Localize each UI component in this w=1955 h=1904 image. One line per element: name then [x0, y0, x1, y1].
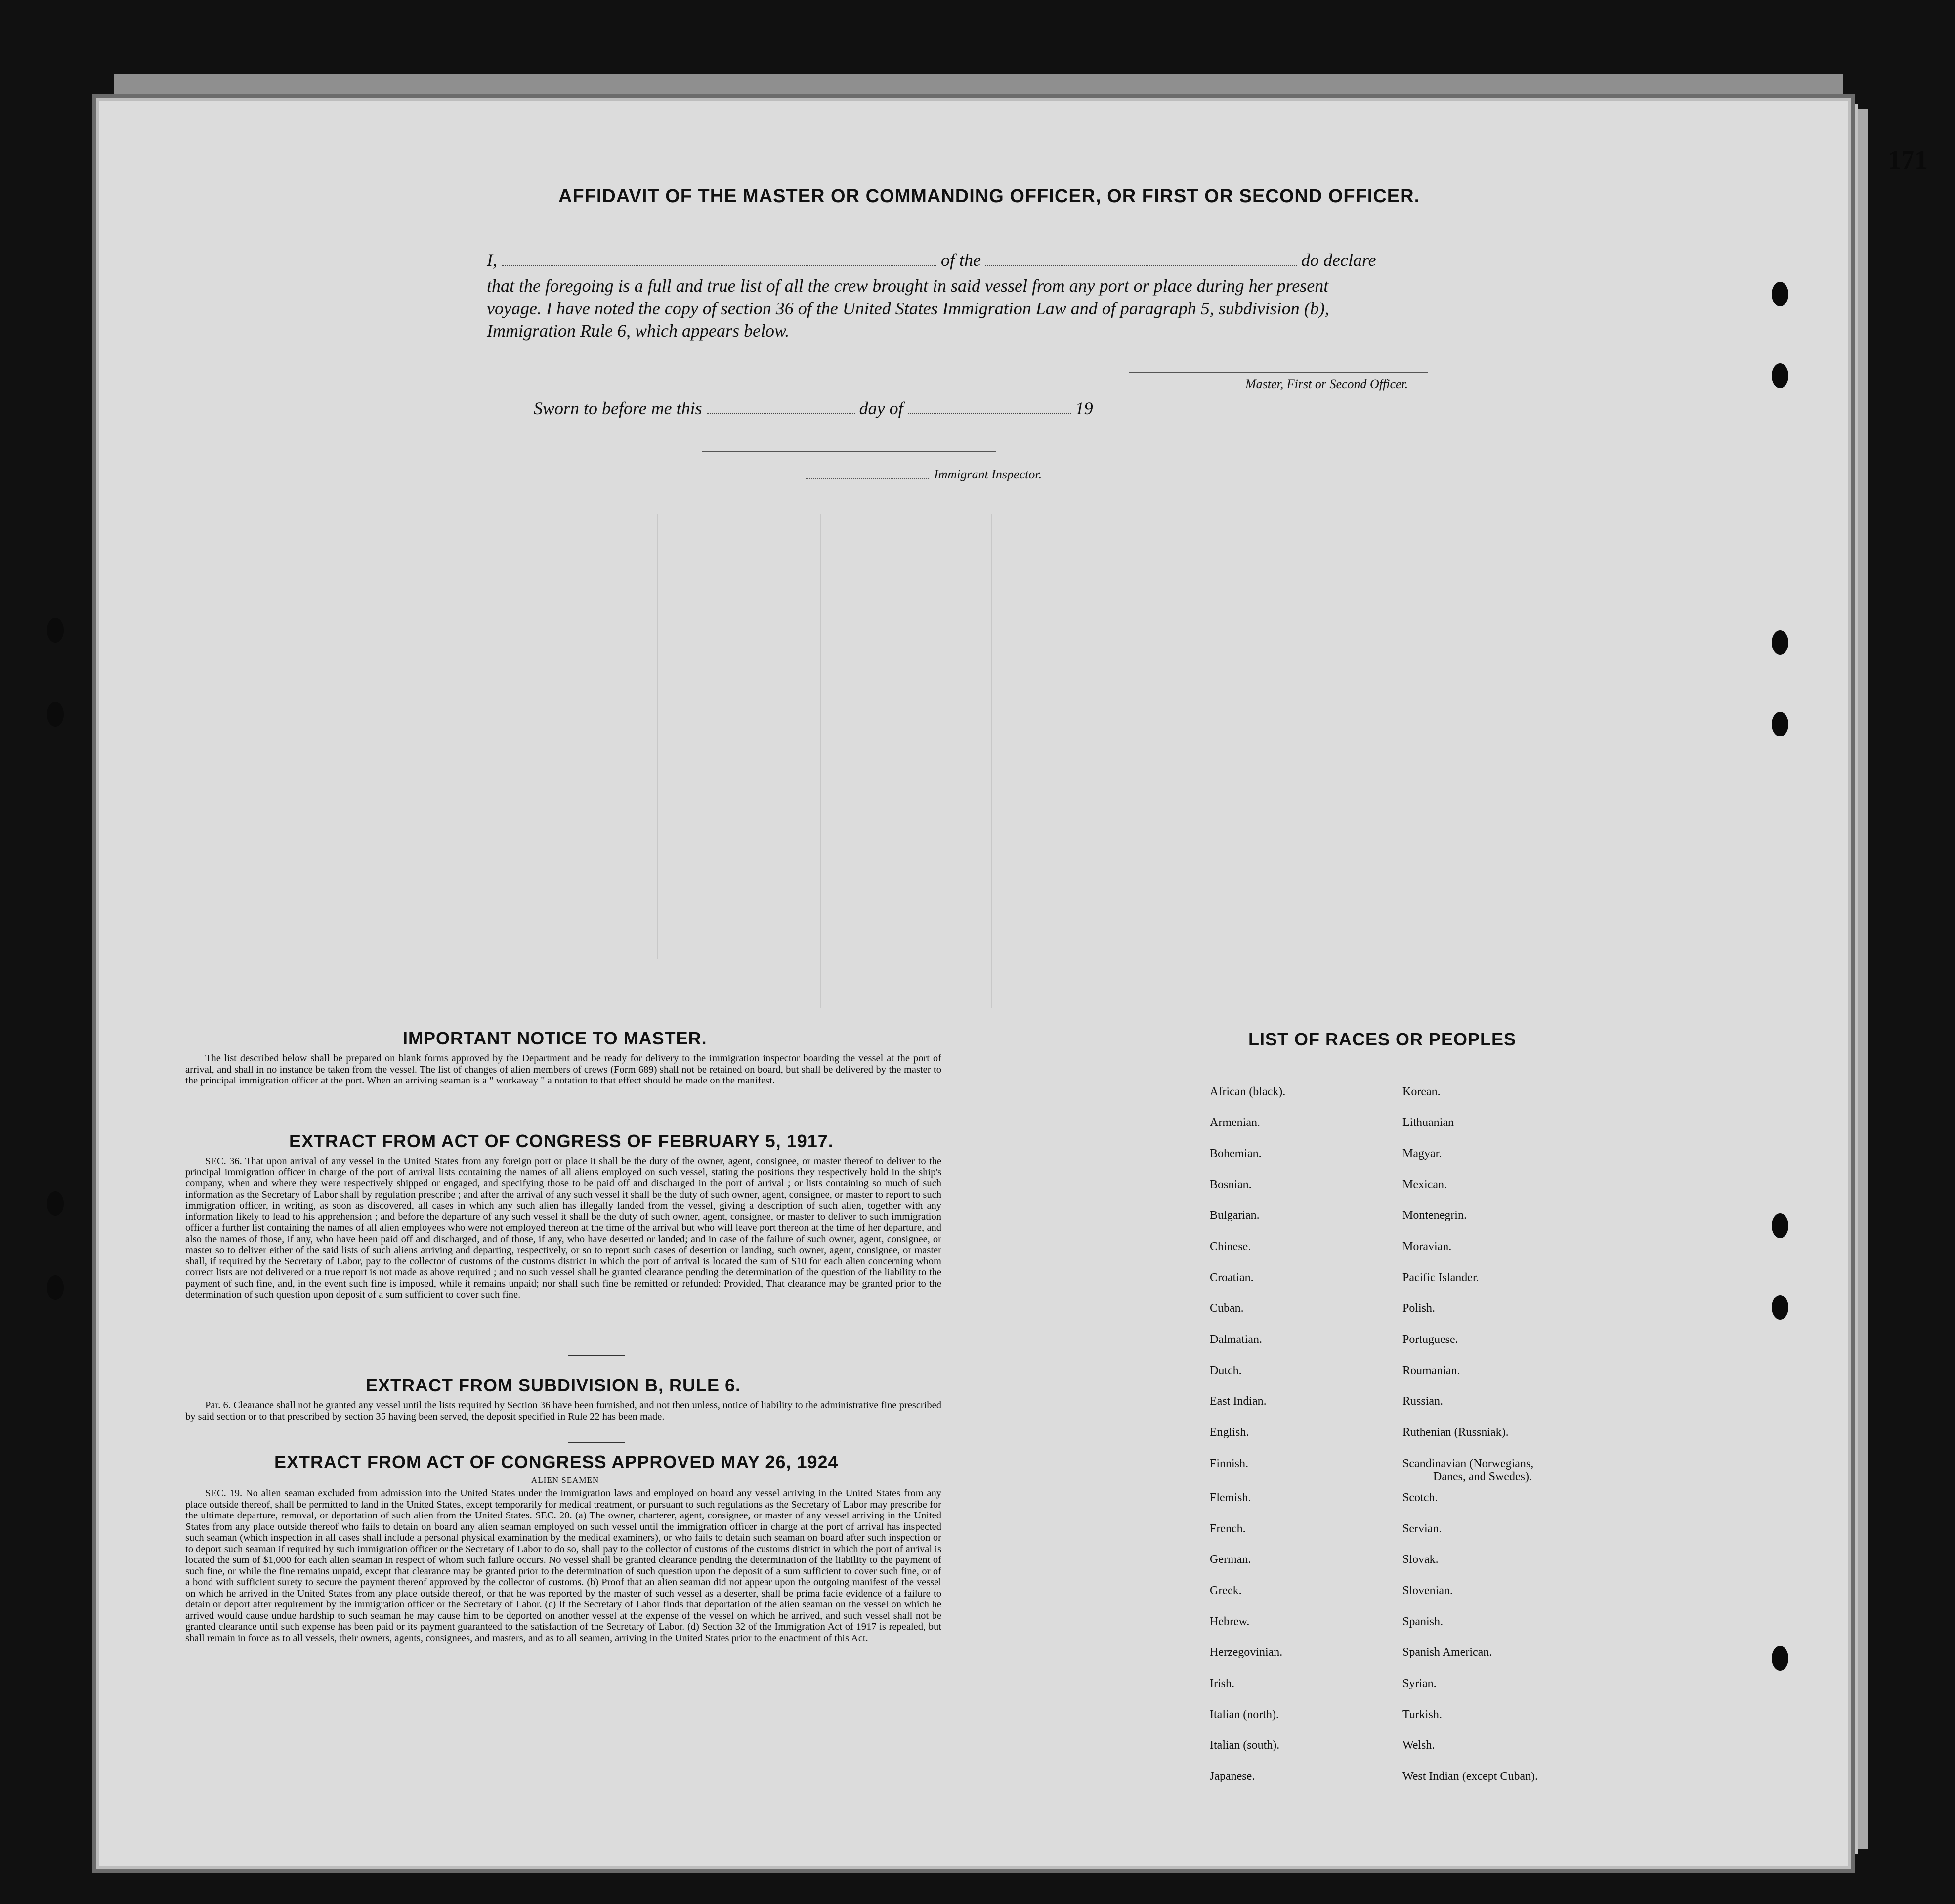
- race-right: Scandinavian (Norwegians,: [1402, 1457, 1534, 1470]
- race-left: Irish.: [1210, 1677, 1234, 1690]
- races-title: LIST OF RACES OR PEOPLES: [1248, 1029, 1517, 1049]
- race-right: Servian.: [1402, 1522, 1442, 1535]
- affidavit-line-3: voyage. I have noted the copy of section 36 of the United States Immigration Law and of paragraph 5, subdivision (b),: [487, 299, 1329, 318]
- inspector-signature-line: [702, 451, 996, 452]
- race-right: Montenegrin.: [1402, 1209, 1467, 1222]
- race-right: Moravian.: [1402, 1240, 1452, 1253]
- race-left: English.: [1210, 1426, 1249, 1439]
- race-right: Slovenian.: [1402, 1584, 1453, 1597]
- affidavit-i: I,: [487, 250, 497, 270]
- master-signature-line: [1129, 372, 1428, 373]
- race-right: Danes, and Swedes).: [1433, 1471, 1532, 1483]
- race-left: Dutch.: [1210, 1364, 1242, 1377]
- race-left: Japanese.: [1210, 1770, 1255, 1783]
- bleed-line: [657, 514, 658, 959]
- race-right: Spanish.: [1402, 1615, 1444, 1628]
- race-left: Armenian.: [1210, 1116, 1260, 1129]
- day-blank: [707, 412, 855, 414]
- notice-text: The list described below shall be prepared on blank forms approved by the Department and be ready for delivery to the immigration inspector boarding the vessel at the port of arrival, and shall in no instance be taken from the vessel. The list of changes of alien members of crews (Form 689) shall not be retained on board, but shall be delivered by the master to the principal immigration officer at the port. When an arriving seaman is a " workaway " a notation to that effect should be made on the manifest.: [185, 1053, 941, 1086]
- race-right: Ruthenian (Russniak).: [1402, 1426, 1509, 1439]
- race-right: Korean.: [1402, 1085, 1441, 1098]
- notice-title: IMPORTANT NOTICE TO MASTER.: [403, 1028, 707, 1048]
- extract-1924-title: EXTRACT FROM ACT OF CONGRESS APPROVED MAY 26, 1924: [274, 1452, 839, 1472]
- race-left: Italian (south).: [1210, 1739, 1280, 1752]
- binder-hole: [1772, 712, 1788, 736]
- race-right: Turkish.: [1402, 1708, 1442, 1721]
- affidavit-of-the: of the: [941, 250, 981, 270]
- extract-rule6-text: Par. 6. Clearance shall not be granted any vessel until the lists required by Section 36 have been furnished, and not then unless, notice of liability to the administrative fine prescribed by said section or to that prescribed by section 35 having been served, the deposit specified in Rule 22 has been made.: [185, 1400, 941, 1422]
- race-right: Mexican.: [1402, 1178, 1447, 1191]
- extract-1917-title: EXTRACT FROM ACT OF CONGRESS OF FEBRUARY 5, 1917.: [289, 1131, 834, 1151]
- binder-hole: [47, 702, 64, 727]
- race-left: Croatian.: [1210, 1271, 1254, 1284]
- sworn-text: Sworn to before me this: [534, 398, 702, 418]
- race-left: African (black).: [1210, 1085, 1286, 1098]
- extract-1924-subtitle: ALIEN SEAMEN: [531, 1475, 599, 1485]
- page-number: 171: [1888, 145, 1928, 174]
- bleed-line: [991, 514, 992, 1008]
- binder-hole: [1772, 1646, 1788, 1671]
- race-right: Polish.: [1402, 1302, 1436, 1315]
- bleed-line: [820, 514, 821, 1008]
- affidavit-line-4: Immigration Rule 6, which appears below.: [487, 321, 790, 341]
- race-right: West Indian (except Cuban).: [1402, 1770, 1538, 1783]
- race-left: Bosnian.: [1210, 1178, 1252, 1191]
- binder-hole: [47, 1191, 64, 1216]
- race-left: Cuban.: [1210, 1302, 1244, 1315]
- page-stack-edge-top: [114, 74, 1843, 104]
- race-right: Pacific Islander.: [1402, 1271, 1479, 1284]
- race-right: Lithuanian: [1402, 1116, 1454, 1129]
- extract-1924-text: SEC. 19. No alien seaman excluded from admission into the United States under the immigration laws and employed on board any vessel arriving in the United States from any place outside thereof, shall be permitted to land in the United States, except temporarily for medical treatment, or pursuant to such regulations as the Secretary of Labor may prescribe for the ultimate departure, removal, or deportation of such alien from the United States. SEC. 20. (a) The owner, charterer, agent, consignee, or master of any vessel arriving in the United States from any place outside thereof who fails to detain on board any alien seaman employed on such vessel until the immigration officer in charge at the port of arrival has inspected such seaman (which inspection in all cases shall include a personal physical examination by the medical examiners), or who fails to detain such seaman on board after such inspection or to deport such seaman if required by such immigration officer or the Secretary of Labor to do so, shall pay to the collector of customs of the customs district in which the port of arrival is located the sum of $1,000 for each alien seaman in respect of whom such failure occurs. No vessel shall be granted clearance pending the determination of the liability to the payment of such fine, or while the fine remains unpaid, except that clearance may be granted prior to the determination of such question upon the deposit of a sum sufficient to cover such fine, or of a bond with sufficient surety to secure the payment thereof approved by the collector of customs. (b) Proof that an alien seaman did not appear upon the outgoing manifest of the vessel on which he arrived in the United States from any place outside thereof, or that he was reported by the master of such vessel as a deserter, shall be prima facie evidence of a failure to detain or deport after requirement by the immigration officer or the Secretary of Labor. (c) If the Secretary of Labor finds that deportation of the alien seaman on the vessel on which he arrived would cause undue hardship to such seaman he may cause him to be deported on another vessel at the expense of the vessel on which he arrived, and such vessel shall not be granted clearance until such expense has been paid or its payment guaranteed to the satisfaction of the Secretary of Labor. (d) Section 32 of the Immigration Act of 1917 is repealed, but shall remain in force as to all vessels, their owners, agents, consignees, and masters, and as to all seamen, arriving in the United States prior to the enactment of this Act.: [185, 1488, 941, 1644]
- race-right: Roumanian.: [1402, 1364, 1460, 1377]
- master-signature-caption: Master, First or Second Officer.: [1245, 377, 1408, 391]
- race-left: Herzegovinian.: [1210, 1646, 1283, 1659]
- binder-hole: [47, 1275, 64, 1300]
- race-left: Chinese.: [1210, 1240, 1251, 1253]
- affidavit-line-1: [487, 250, 1465, 270]
- extract-1917-text: SEC. 36. That upon arrival of any vessel in the United States from any foreign port or place it shall be the duty of the owner, agent, consignee, or master thereof to deliver to the principal immigration officer in charge of the port of arrival lists containing the names of all aliens employed on such vessel, stating the positions they respectively hold in the ship's company, when and where they were respectively shipped or engaged, and specifying those to be paid off and discharged in the port of arrival ; or lists containing so much of such information as the Secretary of Labor shall by regulation prescribe ; and after the arrival of any such vessel it shall be the duty of such owner, agent, consignee, or master to report to such immigration officer, in writing, as soon as discovered, all cases in which any such alien has illegally landed from the vessel, giving a description of such alien, together with any information likely to lead to his apprehension ; and before the departure of any such vessel it shall be the duty of such owner, agent, consignee, or master to deliver to such immigration officer a further list containing the names of all alien employees who were not employed thereon at the time of the arrival but who will leave port thereon at the time of her departure, and also the names of those, if any, who have been paid off and discharged, and of those, if any, who have deserted or landed; and in case of the failure of such owner, agent, consignee, or master so to deliver either of the said lists of such aliens arriving and departing, respectively, or so to report such cases of desertion or landing, such owner, agent, consignee, or master shall, if required by the Secretary of Labor, pay to the collector of customs of the customs district in which the port of arrival is located the sum of $10 for each alien concerning whom correct lists are not delivered or a true report is not made as above required ; and no such vessel shall be granted clearance pending the determination of the question of the liability to the payment of such fine, and, in the event such fine is imposed, while it remains unpaid; nor shall such fine be remitted or refunded: Provided, That clearance may be granted prior to the determination of such question upon deposit of a sum sufficient to cover such fine.: [185, 1156, 941, 1300]
- affidavit-line-2: that the foregoing is a full and true list of all the crew brought in said vessel from any port or place during her present: [487, 276, 1329, 296]
- extract-rule6-title: EXTRACT FROM SUBDIVISION B, RULE 6.: [366, 1375, 741, 1395]
- sworn-line: [534, 398, 1176, 419]
- race-right: Magyar.: [1402, 1147, 1442, 1160]
- affidavit-title: AFFIDAVIT OF THE MASTER OR COMMANDING OFFICER, OR FIRST OR SECOND OFFICER.: [558, 186, 1420, 207]
- section-divider: [568, 1355, 625, 1356]
- binder-hole: [1772, 1295, 1788, 1320]
- binder-hole: [1772, 630, 1788, 655]
- race-right: Spanish American.: [1402, 1646, 1492, 1659]
- race-right: Slovak.: [1402, 1553, 1439, 1566]
- race-right: Scotch.: [1402, 1491, 1438, 1504]
- binder-hole: [1772, 282, 1788, 306]
- binder-hole: [1772, 1213, 1788, 1238]
- race-right: Portuguese.: [1402, 1333, 1458, 1346]
- race-left: Greek.: [1210, 1584, 1242, 1597]
- inspector-caption: Immigrant Inspector.: [934, 467, 1042, 481]
- race-left: Finnish.: [1210, 1457, 1249, 1470]
- race-left: Bulgarian.: [1210, 1209, 1260, 1222]
- race-right: Syrian.: [1402, 1677, 1437, 1690]
- race-left: Italian (north).: [1210, 1708, 1279, 1721]
- race-left: Bohemian.: [1210, 1147, 1262, 1160]
- race-left: East Indian.: [1210, 1395, 1267, 1408]
- race-left: Hebrew.: [1210, 1615, 1250, 1628]
- race-left: German.: [1210, 1553, 1251, 1566]
- name-blank: [502, 264, 936, 266]
- inspector-name-line: [806, 478, 929, 479]
- binder-hole: [47, 618, 64, 643]
- binder-hole: [1772, 363, 1788, 388]
- race-right: Welsh.: [1402, 1739, 1435, 1752]
- race-left: Flemish.: [1210, 1491, 1251, 1504]
- race-right: Russian.: [1402, 1395, 1444, 1408]
- race-left: Dalmatian.: [1210, 1333, 1262, 1346]
- day-of-text: day of: [859, 398, 903, 418]
- race-left: French.: [1210, 1522, 1246, 1535]
- section-divider: [568, 1442, 625, 1443]
- vessel-blank: [985, 264, 1297, 266]
- affidavit-declare: do declare: [1301, 250, 1376, 270]
- month-blank: [908, 412, 1071, 414]
- year-prefix: 19: [1075, 398, 1093, 418]
